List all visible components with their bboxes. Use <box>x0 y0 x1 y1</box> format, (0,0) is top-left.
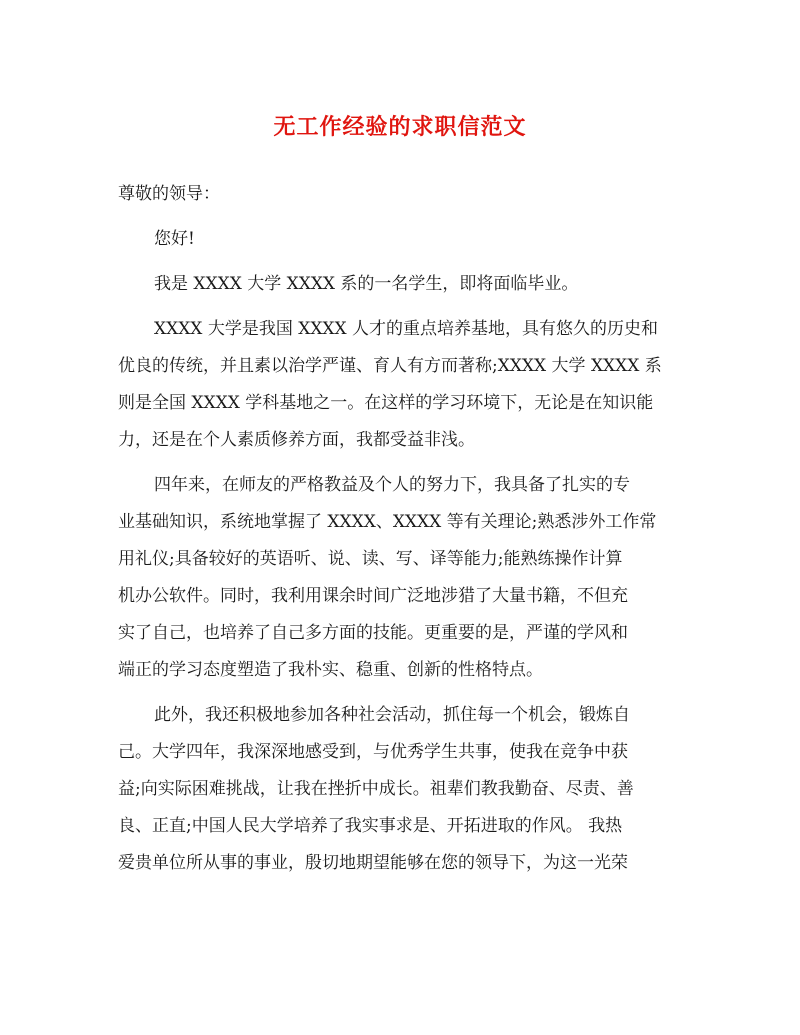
paragraph-line: 良、正直;中国人民大学培养了我实事求是、开拓进取的作风。 我热 <box>118 816 623 836</box>
paragraph-line: 实了自己，也培养了自己多方面的技能。更重要的是，严谨的学风和 <box>118 623 628 643</box>
paragraph-line: 优良的传统，并且素以治学严谨、育人有方而著称;XXXX 大学 XXXX 系 <box>118 356 662 376</box>
paragraph-line: 此外，我还积极地参加各种社会活动，抓住每一个机会，锻炼自 <box>154 705 630 725</box>
paragraph-line: 端正的学习态度塑造了我朴实、稳重、创新的性格特点。 <box>118 660 543 680</box>
paragraph-line: 我是 XXXX 大学 XXXX 系的一名学生，即将面临毕业。 <box>154 274 579 294</box>
paragraph-2 <box>118 311 684 459</box>
paragraph-line: 业基础知识，系统地掌握了 XXXX、XXXX 等有关理论;熟悉涉外工作常 <box>118 512 657 532</box>
paragraph-line: 益;向实际困难挑战，让我在挫折中成长。祖辈们教我勤奋、尽责、善 <box>118 779 634 799</box>
paragraph-line: 用礼仪;具备较好的英语听、说、读、写、译等能力;能熟练操作计算 <box>118 549 623 569</box>
paragraph-1 <box>118 266 684 303</box>
greeting: 您好! <box>154 229 195 249</box>
paragraph-line: XXXX 大学是我国 XXXX 人才的重点培养基地，具有悠久的历史和 <box>154 319 659 339</box>
paragraph-line: 四年来，在师友的严格教益及个人的努力下，我具备了扎实的专 <box>154 475 630 495</box>
paragraph-line: 则是全国 XXXX 学科基地之一。在这样的学习环境下，无论是在知识能 <box>118 393 654 413</box>
paragraph-line: 力，还是在个人素质修养方面，我都受益非浅。 <box>118 430 475 450</box>
paragraph-line: 爱贵单位所从事的事业，殷切地期望能够在您的领导下，为这一光荣 <box>118 853 628 873</box>
salutation: 尊敬的领导： <box>118 184 220 204</box>
letter-body <box>118 176 684 890</box>
document-title: 无工作经验的求职信范文 <box>273 114 527 140</box>
paragraph-line: 己。大学四年，我深深地感受到，与优秀学生共事，使我在竞争中获 <box>118 742 628 762</box>
paragraph-line: 机办公软件。同时，我利用课余时间广泛地涉猎了大量书籍，不但充 <box>118 586 628 606</box>
paragraph-3 <box>118 467 684 689</box>
paragraph-4 <box>118 697 684 882</box>
